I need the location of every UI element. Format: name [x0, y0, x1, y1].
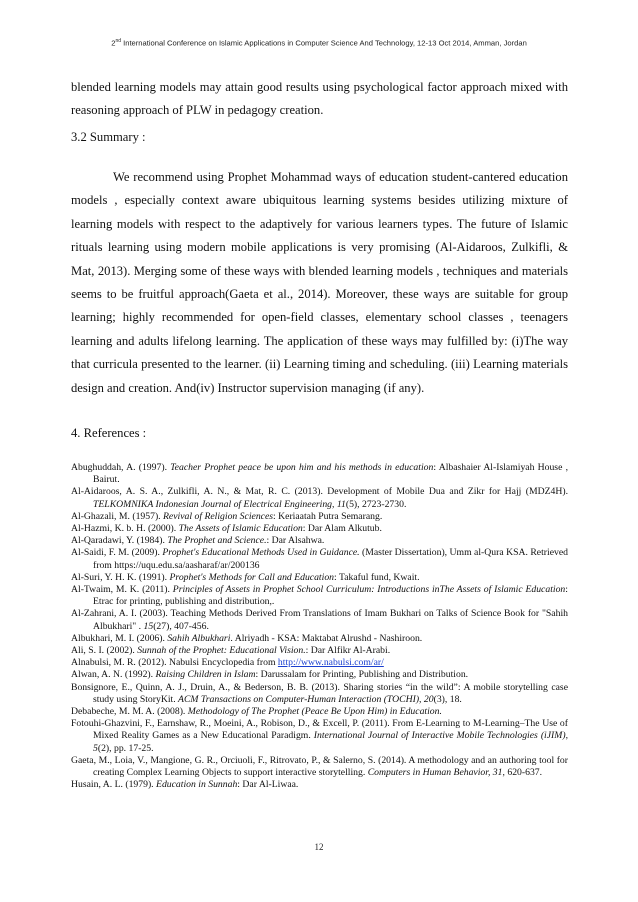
intro-paragraph: blended learning models may attain good results using psychological factor approach mixed with reasoning approach of PLW in pedagogy creation. — [71, 80, 568, 118]
reference-text: Albukhari, M. I. (2006). — [71, 632, 168, 644]
reference-title: International Journal of Interactive Mobile Technologies (iJIM), 5 — [93, 730, 568, 754]
reference-title: Revival of Religion Sciences — [163, 510, 274, 522]
reference-text: Al-Aidaroos, A. S. A., Zulkifli, A. N., & Mat, R. C. (2013). Development of Mobile Dua and Zikr for Hajj (MDZ4H). — [71, 486, 568, 498]
reference-item — [71, 535, 568, 547]
reference-text: Debabeche, M. M. A. (2008). — [71, 706, 188, 718]
page-header — [0, 38, 638, 48]
reference-text: Bonsignore, E., Quinn, A. J., Druin, A., & Bederson, B. B. (2013). Sharing stories “in the wild”: A mobile storytelling case study using StoryKit. — [71, 681, 568, 705]
reference-title: Education in Sunnah — [156, 779, 238, 791]
reference-tail: (Master Dissertation), Umm al-Qura KSA. Retrieved from https://uqu.edu.sa/aasharaf/ar/200136 — [93, 547, 569, 571]
reference-title: Prophet's Educational Methods Used in Guidance. — [162, 547, 360, 559]
reference-tail: : Dar Alam Alkutub. — [302, 523, 382, 535]
reference-text: Al-Saidi, F. M. (2009). — [71, 547, 163, 559]
reference-text: Alwan, A. N. (1992). — [71, 669, 156, 681]
reference-list — [71, 462, 568, 791]
reference-text: Husain, A. L. (1979). — [71, 779, 157, 791]
reference-item — [71, 486, 568, 510]
reference-item — [71, 608, 568, 632]
reference-tail: : Etrac for printing, publishing and distribution,. — [93, 584, 568, 608]
reference-text: Fotouhi-Ghazvini, F., Earnshaw, R., Moeini, A., Robison, D., & Excell, P. (2011). From E-Learning to M-Learning–The Use of Mixed Reality Games as a New Educational Paradigm. — [71, 718, 568, 742]
reference-title: Principles of Assets in Prophet School Curriculum: Introductions inThe Assets of Islamic Education — [172, 584, 566, 596]
reference-item — [71, 572, 568, 584]
reference-tail: : Dar Alsahwa. — [266, 535, 325, 547]
reference-text: Al-Qaradawi, Y. (1984). — [71, 535, 168, 547]
reference-title: The Prophet and Science. — [167, 535, 267, 547]
reference-item — [71, 462, 568, 486]
reference-tail: (3), 18. — [433, 693, 462, 705]
reference-title: Computers in Human Behavior, 31 — [367, 767, 503, 779]
reference-text: Al-Twaim, M. K. (2011). — [71, 584, 173, 596]
reference-item — [71, 547, 568, 571]
reference-item — [71, 669, 568, 681]
reference-tail: : Takaful fund, Kwait. — [334, 571, 420, 583]
reference-title: The Assets of Islamic Education — [178, 523, 303, 535]
reference-title: ACM Transactions on Computer-Human Interaction (TOCHI), 20 — [178, 693, 434, 705]
reference-text: Abughuddah, A. (1997). — [71, 462, 171, 473]
reference-item — [71, 511, 568, 523]
reference-title: Sahih Albukhari — [167, 632, 231, 644]
reference-item — [71, 682, 568, 706]
reference-title: Sunnah of the Prophet: Educational Vision. — [137, 645, 306, 657]
reference-tail: . Alriyadh - KSA: Maktabat Alrushd - Nashiroon. — [230, 632, 423, 644]
reference-item — [71, 657, 568, 669]
reference-text: Al-Ghazali, M. (1957). — [71, 510, 164, 522]
reference-text: Gaeta, M., Loia, V., Mangione, G. R., Orciuoli, F., Ritrovato, P., & Salerno, S. (2014). A methodology and an authoring tool for creating Complex Learning Objects to support interactive storytelling. — [71, 754, 568, 779]
reference-tail: : Keriaatah Putra Semarang. — [273, 510, 383, 522]
reference-text: Ali, S. I. (2002). — [71, 645, 138, 657]
reference-tail: : Darussalam for Printing, Publishing and Distribution. — [255, 669, 469, 681]
reference-title: 15 — [143, 620, 154, 632]
summary-heading: 3.2 Summary : — [71, 130, 146, 144]
reference-tail: (5), 2723-2730. — [345, 498, 407, 510]
reference-tail: , 620-637. — [502, 767, 543, 779]
header-text: International Conference on Islamic Applications in Computer Science And Technology, 12-13 Oct 2014, Amman, Jordan — [121, 38, 527, 48]
reference-title: TELKOMNIKA Indonesian Journal of Electrical Engineering, 11 — [93, 498, 346, 510]
reference-title: Prophet's Methods for Call and Education — [169, 571, 335, 583]
header-ordinal: 2 — [111, 38, 116, 48]
reference-text: Al-Zahrani, A. I. (2003). Teaching Methods Derived From Translations of Imam Bukhari on Talks of Science Book for "Sahih Albukhari" . — [71, 608, 568, 632]
reference-item — [71, 645, 568, 657]
reference-item — [71, 523, 568, 535]
reference-item — [71, 584, 568, 608]
reference-item — [71, 633, 568, 645]
reference-text: Al-Hazmi, K. b. H. (2000). — [71, 523, 179, 535]
reference-item — [71, 779, 568, 791]
page-number: 12 — [314, 842, 324, 852]
reference-tail: : Dar Alfikr Al-Arabi. — [305, 645, 391, 657]
reference-tail: (2), pp. 17-25. — [97, 742, 154, 754]
summary-paragraph — [71, 166, 568, 400]
references-heading: 4. References : — [71, 426, 147, 440]
reference-item — [71, 755, 568, 779]
reference-title: Teacher Prophet peace be upon him and his methods in education — [170, 462, 434, 473]
reference-tail: : Dar Al-Liwaa. — [237, 779, 299, 791]
reference-title: Raising Children in Islam — [155, 669, 256, 681]
reference-title: Methodology of The Prophet (Peace Be Upon Him) in Education. — [187, 706, 442, 718]
reference-text: Al-Suri, Y. H. K. (1991). — [71, 571, 170, 583]
reference-text: Alnabulsi, M. R. (2012). Nabulsi Encyclopedia from — [71, 657, 278, 669]
reference-tail: (27), 407-456. — [153, 620, 209, 632]
reference-link[interactable]: http://www.nabulsi.com/ar/ — [277, 657, 384, 669]
summary-paragraph-text: We recommend using Prophet Mohammad ways of education student-cantered education models , especially context aware ubiquitous learning systems besides utilizing mixture of learning models with respect to the adaptively for various learners types. The future of Islamic rituals learning using modern mobile applications is very promising (Al-Aidaroos, Zulkifli, & Mat, 2013). Merging some of these ways with blended learning models , techniques and materials seems to be fruitful approach(Gaeta et al., 2014). Moreover, these ways are suitable for group learning; highly recommended for open-field classes, elementary school classes , teenagers learning and adults lifelong learning. The application of these ways may fulfilled by: (i)The way that curricula presented to the learner. (ii) Learning timing and scheduling. (iii) Learning materials design and creation. And(iv) Instructor supervision managing (if any). — [71, 170, 568, 395]
reference-item — [71, 706, 568, 718]
reference-item — [71, 718, 568, 755]
header-ordinal-suffix: nd — [115, 38, 121, 44]
reference-tail: : Albashaier Al-Islamiyah House , Bairut. — [93, 462, 568, 486]
